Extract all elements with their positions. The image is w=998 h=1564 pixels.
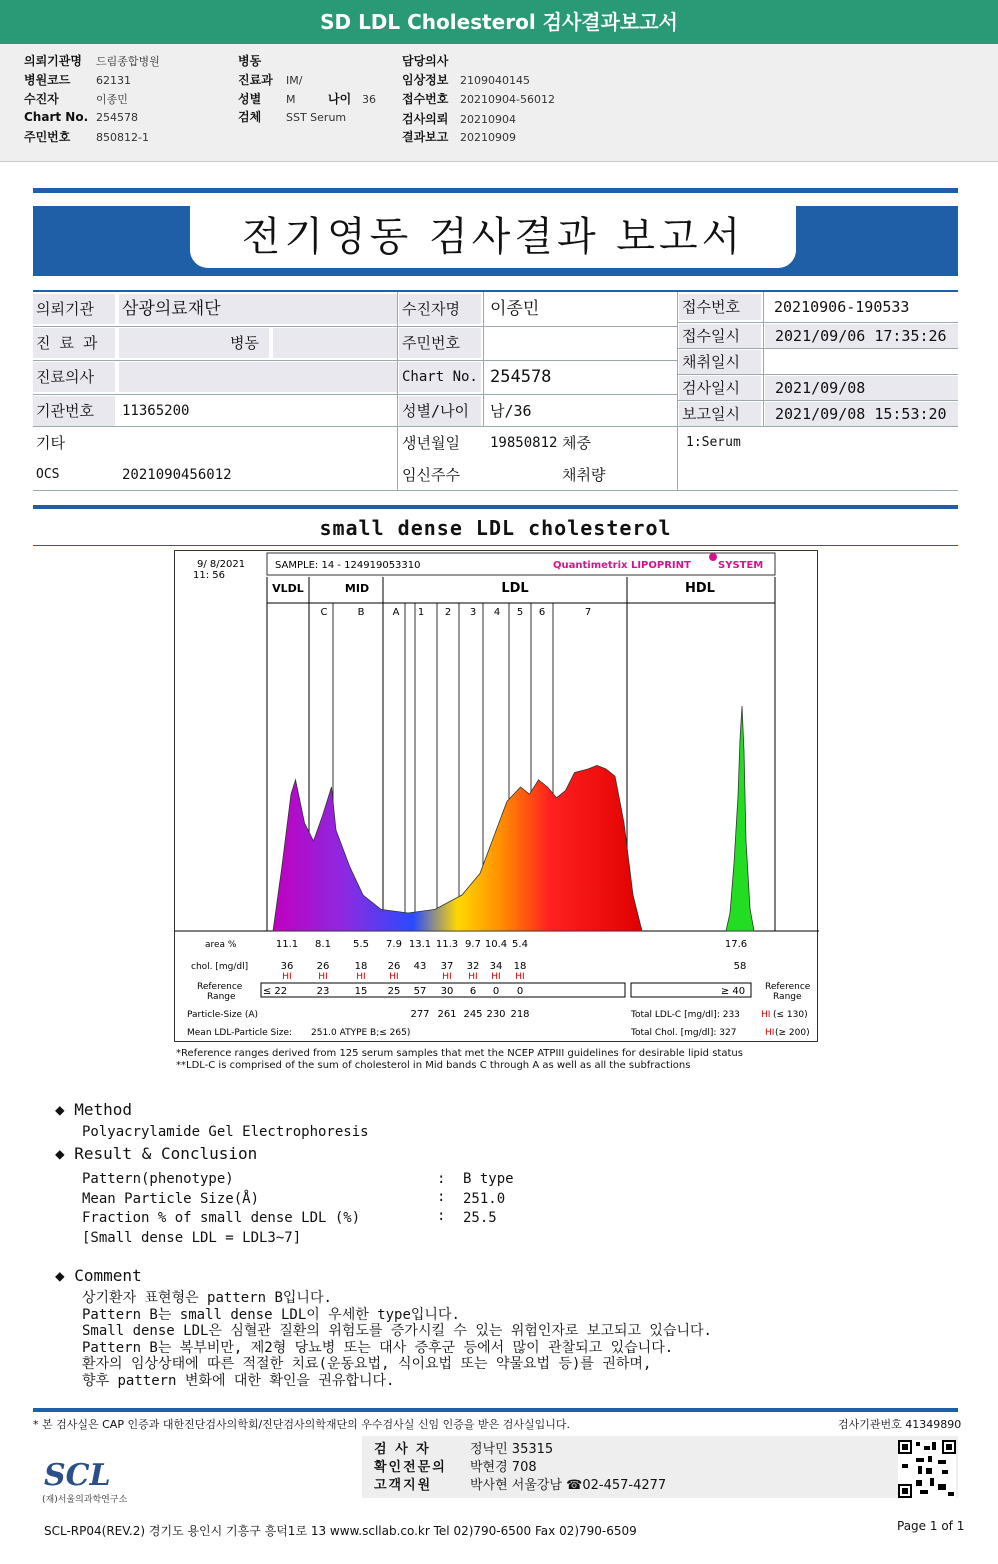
comment-line: 향후 pattern 변화에 대한 확인을 권유합니다. [82, 1373, 395, 1389]
ref-value: 0 [516, 986, 524, 997]
band-label: B [357, 607, 365, 618]
total-chol-flag: HI [765, 1028, 775, 1038]
chart-time: 11: 56 [193, 570, 225, 581]
org-value: 삼광의료재단 [119, 294, 397, 324]
header-rule [33, 188, 958, 193]
recdt-label: 접수일시 [679, 324, 761, 348]
psize-value: 261 [437, 1009, 457, 1020]
section-rule-top [33, 505, 958, 509]
specimen-value: 1:Serum [686, 435, 741, 450]
chart-date: 9/ 8/2021 [197, 559, 246, 570]
recdt-value: 2021/09/06 17:35:26 [765, 324, 958, 348]
result-sep: : [437, 1208, 446, 1224]
result-value: B type [463, 1171, 514, 1187]
band-label: 6 [538, 607, 546, 618]
total-ldl-flag: HI [761, 1010, 771, 1020]
dept-label: 진 료 과 [33, 328, 115, 358]
footer-address: SCL-RP04(REV.2) 경기도 용인시 기흥구 흥덕1로 13 www.scllab.co.kr Tel 02)790-6500 Fax 02)790-6509 [44, 1524, 637, 1538]
chol-value: 32 [466, 961, 480, 972]
fraction-label: HDL [685, 581, 715, 596]
ref-value: 6 [469, 986, 477, 997]
result-value: 25.5 [463, 1210, 497, 1226]
chart-value: 254578 [490, 367, 552, 387]
dob-value: 19850812 [490, 435, 558, 451]
footnote-1: *Reference ranges derived from 125 serum samples that met the NCEP ATPIII guidelines for desirable lipid status [176, 1048, 743, 1059]
psize-value: 245 [463, 1009, 483, 1020]
ref-value: 15 [354, 986, 368, 997]
total-ldl-ref: (≤ 130) [773, 1010, 808, 1020]
chart-sample: SAMPLE: 14 - 124919053310 [275, 560, 421, 571]
report-title-box [33, 206, 958, 276]
signature-box [362, 1436, 958, 1498]
coll-label: 채취일시 [679, 350, 761, 374]
area-label: area % [205, 940, 237, 950]
chol-value: 26 [316, 961, 330, 972]
inst-label: 기관번호 [33, 396, 115, 426]
ocs-label: OCS [36, 467, 60, 482]
diamond-icon: ◆ [55, 1144, 75, 1163]
page-number: Page 1 of 1 [897, 1519, 965, 1533]
report-banner-title: SD LDL Cholesterol 검사결과보고서 [0, 0, 998, 44]
hi-flag: HI [442, 972, 452, 982]
psize-label: Particle-Size (A) [187, 1010, 259, 1020]
comment-line: Pattern B는 복부비만, 제2형 당뇨병 또는 대사 증후군 등에서 많이 관찰되고 있습니다. [82, 1340, 674, 1356]
patient-label: 수진자명 [399, 294, 481, 324]
chol-value: 37 [440, 961, 454, 972]
info-receipt-no: 접수번호 20210904-56012 [402, 92, 555, 106]
method-text: Polyacrylamide Gel Electrophoresis [82, 1124, 369, 1140]
info-rrn: 주민번호 850812-1 [24, 130, 149, 144]
fraction-label: VLDL [272, 582, 304, 595]
inst-code: 검사기관번호 41349890 [838, 1418, 962, 1431]
chol-hdl-value: 58 [733, 961, 747, 972]
area-value: 7.9 [386, 939, 402, 950]
chol-value: 34 [489, 961, 503, 972]
weight-label: 체중 [562, 434, 591, 452]
ref-label-right-1: Reference [765, 982, 811, 992]
result-line: Fraction % of small dense LDL (%) [82, 1210, 361, 1226]
ref-label-2: Range [207, 992, 236, 1002]
section-title: small dense LDL cholesterol [319, 516, 672, 540]
chart-brand-suffix: SYSTEM [718, 560, 764, 571]
brand-mark-icon [709, 553, 717, 561]
psize-value: 277 [410, 1009, 430, 1020]
chart-brand: Quantimetrix LIPOPRINT [553, 560, 691, 571]
qr-code-icon [898, 1440, 956, 1498]
ref-value: 0 [492, 986, 500, 997]
rrn-label: 주민번호 [399, 328, 481, 358]
band-label: 7 [584, 607, 592, 618]
hi-flag: HI [318, 972, 328, 982]
fraction-label: LDL [501, 581, 529, 596]
area-value: 11.1 [275, 939, 299, 950]
ref-value: 23 [316, 986, 330, 997]
chart-footnotes [176, 1048, 743, 1072]
result-value: 251.0 [463, 1191, 506, 1207]
preg-label: 임신주수 [402, 466, 460, 484]
band-label: 4 [493, 607, 501, 618]
sexage-value: 남/36 [490, 402, 532, 420]
hi-flag: HI [515, 972, 525, 982]
chol-value: 18 [513, 961, 527, 972]
diamond-icon: ◆ [55, 1100, 75, 1119]
info-doctor: 담당의사 [402, 54, 449, 68]
result-note: [Small dense LDL = LDL3~7] [82, 1230, 302, 1246]
band-label: 2 [444, 607, 452, 618]
band-label: 1 [417, 607, 425, 618]
total-chol-ref: (≥ 200) [775, 1028, 810, 1038]
total-ldl-label: Total LDL-C [mg/dl]: 233 [631, 1010, 740, 1020]
footer-rule [33, 1408, 958, 1412]
coll-value [771, 350, 958, 374]
info-clinical: 임상정보 2109040145 [402, 73, 530, 87]
fraction-label: MID [344, 582, 370, 595]
comment-line: Small dense LDL은 심혈관 질환의 위험도를 증가시킬 수 있는 위험인자로 보고되고 있습니다. [82, 1323, 712, 1339]
ref-label-right-2: Range [773, 992, 802, 1002]
chol-value: 43 [413, 961, 427, 972]
ref-value: ≤ 22 [262, 986, 288, 997]
hi-flag: HI [468, 972, 478, 982]
area-value: 9.7 [465, 939, 481, 950]
chart-svg [175, 551, 819, 1043]
info-specimen: 검체 SST Serum [238, 110, 347, 124]
chart-label: Chart No. [399, 362, 481, 392]
sig-support: 고객지원 박사현 서울강남 ☎02-457-4277 [374, 1478, 667, 1493]
patient-info-strip [0, 44, 998, 162]
band-label: 5 [516, 607, 524, 618]
lipoprint-chart [174, 550, 818, 1042]
mean-value: 251.0 ATYPE B;≤ 265) [311, 1028, 411, 1038]
hdl-peak-area [726, 706, 754, 931]
rep-label: 보고일시 [679, 402, 761, 426]
info-hospital-code: 병원코드 62131 [24, 73, 131, 87]
info-chart-no: Chart No. 254578 [24, 110, 138, 124]
rrn-value [487, 328, 675, 358]
chol-value: 36 [280, 961, 294, 972]
ref-value: 25 [387, 986, 401, 997]
area-value: 10.4 [484, 939, 508, 950]
ref-value: 57 [413, 986, 427, 997]
result-line: Mean Particle Size(Å) [82, 1191, 260, 1207]
area-value: 11.3 [435, 939, 459, 950]
footnote-2: **LDL-C is comprised of the sum of cholesterol in Mid bands C through A as well as all the subfractions [176, 1060, 691, 1071]
info-ward: 병동 [238, 54, 262, 68]
comment-heading: ◆ Comment [55, 1266, 142, 1285]
comment-line: Pattern B는 small dense LDL이 우세한 type입니다. [82, 1307, 460, 1323]
chol-label: chol. [mg/dl] [191, 962, 249, 972]
recno-value: 20210906-190533 [774, 298, 910, 316]
doctor-value [119, 362, 397, 392]
ref-value: 30 [440, 986, 454, 997]
info-org: 의뢰기관명 드림종합병원 [24, 54, 160, 68]
patient-value: 이종민 [490, 299, 540, 319]
scl-logo: SCL [44, 1458, 111, 1493]
area-value: 5.5 [353, 939, 369, 950]
result-sep: : [437, 1171, 446, 1187]
result-heading: ◆ Result & Conclusion [55, 1144, 258, 1163]
result-line: Pattern(phenotype) [82, 1171, 234, 1187]
mean-label: Mean LDL-Particle Size: [187, 1028, 293, 1038]
info-patient: 수진자 이종민 [24, 92, 128, 106]
dob-label: 생년월일 [402, 434, 460, 452]
total-chol-label: Total Chol. [mg/dl]: 327 [631, 1028, 737, 1038]
result-sep: : [437, 1189, 446, 1205]
area-value: 8.1 [315, 939, 331, 950]
hi-flag: HI [356, 972, 366, 982]
hi-flag: HI [282, 972, 292, 982]
test-label: 검사일시 [679, 376, 761, 400]
band-label: 3 [469, 607, 477, 618]
hi-flag: HI [389, 972, 399, 982]
ldl-profile-area [273, 765, 642, 931]
test-value: 2021/09/08 [765, 376, 958, 400]
ref-hdl-value: ≥ 40 [720, 986, 746, 997]
recno-label: 접수번호 [679, 294, 761, 320]
dept-extra [273, 328, 397, 358]
band-label: A [392, 607, 400, 618]
info-result-date: 결과보고 20210909 [402, 130, 516, 144]
dept-value: 병동 [119, 328, 269, 358]
org-label: 의뢰기관 [33, 294, 115, 324]
sig-tester: 검 사 자 정낙민 35315 [374, 1442, 554, 1457]
cert-note: * 본 검사실은 CAP 인증과 대한진단검사의학회/진단검사의학재단의 우수검사실 신임 인증을 받은 검사실입니다. [33, 1418, 571, 1431]
sig-specialist: 확인전문의 박현경 708 [374, 1460, 537, 1475]
psize-value: 218 [510, 1009, 530, 1020]
area-value: 5.4 [512, 939, 528, 950]
info-dept: 진료과 IM/ [238, 73, 303, 87]
method-heading: ◆ Method [55, 1100, 133, 1119]
chol-value: 18 [354, 961, 368, 972]
rep-value: 2021/09/08 15:53:20 [765, 402, 958, 426]
ocs-value: 2021090456012 [122, 467, 232, 483]
comment-line: 상기환자 표현형은 pattern B입니다. [82, 1290, 332, 1306]
diamond-icon: ◆ [55, 1266, 75, 1285]
ref-label-1: Reference [197, 982, 243, 992]
report-title: 전기영동 검사결과 보고서 [190, 206, 796, 268]
area-hdl-value: 17.6 [724, 939, 748, 950]
psize-value: 230 [486, 1009, 506, 1020]
comment-line: 환자의 임상상태에 따른 적절한 치료(운동요법, 식이요법 또는 약물요법 등)를 권하며, [82, 1356, 652, 1372]
etc-label: 기타 [36, 434, 65, 452]
band-label: C [320, 607, 328, 618]
info-sex: 성별 M 나이 36 [238, 92, 376, 106]
hi-flag: HI [491, 972, 501, 982]
inst-value: 11365200 [122, 403, 190, 419]
vol-label: 채취량 [562, 466, 606, 484]
sexage-label: 성별/나이 [399, 396, 481, 426]
chol-value: 26 [387, 961, 401, 972]
scl-logo-sub: (재)서울의과학연구소 [42, 1495, 128, 1505]
info-request: 검사의뢰 20210904 [402, 112, 516, 126]
area-value: 13.1 [408, 939, 432, 950]
doctor-label: 진료의사 [33, 362, 115, 392]
